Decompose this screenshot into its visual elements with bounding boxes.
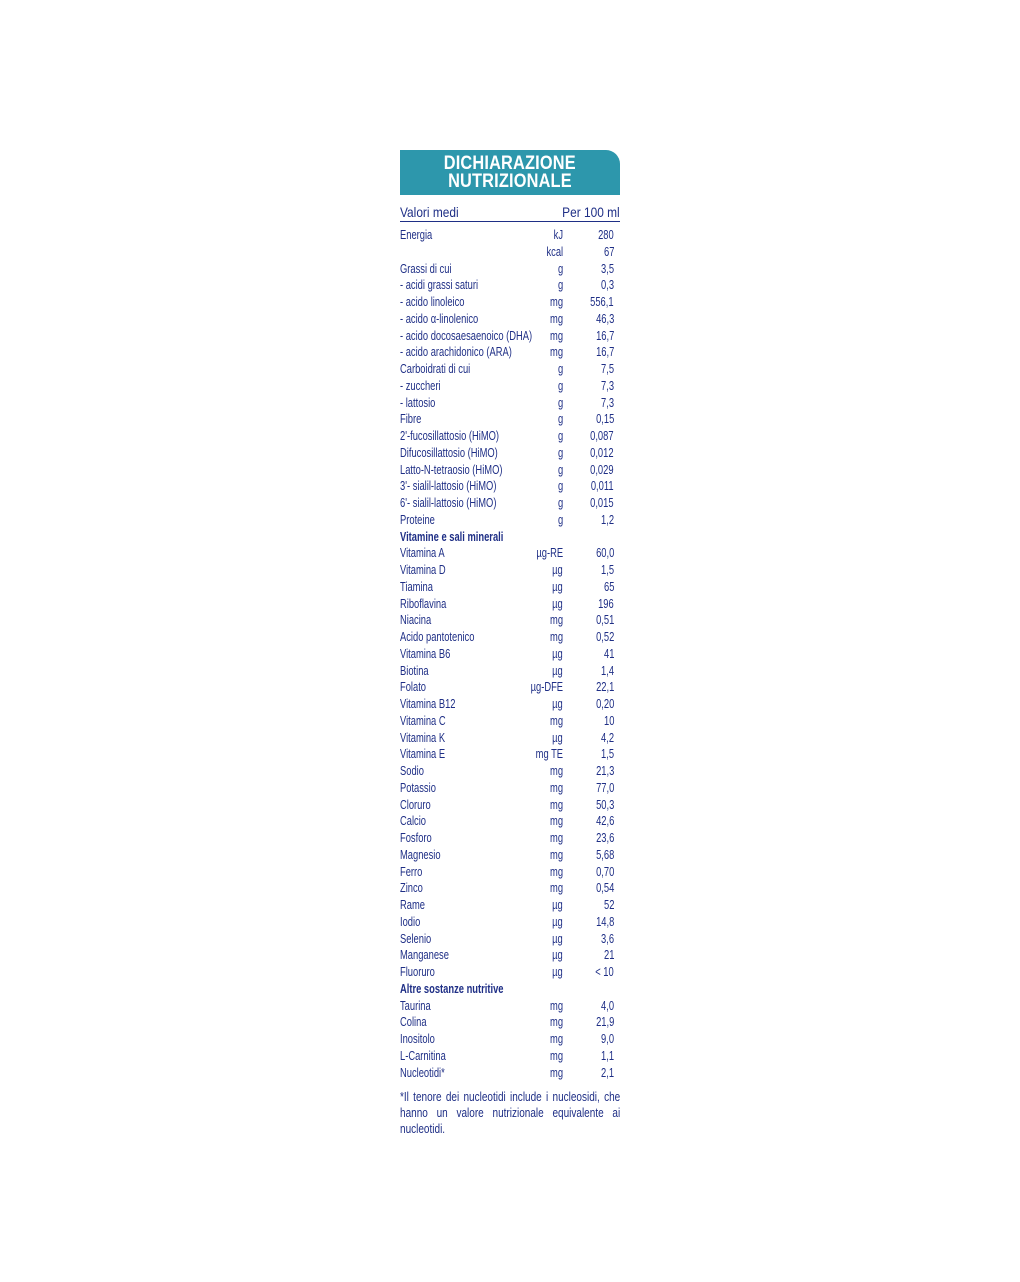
nutrient-value: 22,1 [595,679,614,695]
nutrient-value: 5,68 [595,846,614,862]
nutrient-row [400,646,620,663]
nutrient-value: 1,1 [600,1047,614,1063]
nutrient-unit: g [557,495,563,510]
nutrient-row [400,596,620,613]
nutrient-name: Iodio [400,913,421,929]
nutrient-value: 3,6 [600,930,614,946]
nutrient-unit: mg [549,779,563,795]
nutrient-unit: g [557,444,563,460]
nutrient-name: - acido α-linolenico [400,310,479,326]
nutrient-value: 42,6 [595,813,614,829]
nutrient-row [400,378,620,395]
nutrient-unit: mg [549,310,563,326]
nutrient-unit: µg-DFE [530,679,563,695]
nutrient-value: 21,3 [595,763,614,778]
nutrient-name: Calcio [400,813,427,829]
nutrient-row [400,294,620,311]
nutrient-unit: kJ [553,227,563,242]
nutrient-unit: g [557,478,563,494]
nutrient-unit: mg [549,813,563,829]
nutrient-value: 0,3 [600,277,614,293]
nutrient-row [400,512,620,529]
nutrient-value: 46,3 [595,310,614,326]
nutrient-value: 50,3 [595,796,614,812]
nutrient-value: 16,7 [595,344,614,360]
nutrient-row [400,612,620,629]
nutrient-table [400,227,620,1081]
nutrient-value: 7,3 [600,394,614,410]
nutrient-value: 0,20 [595,696,614,711]
nutrient-name: Vitamine e sali minerali [400,528,504,544]
nutrient-value: 556,1 [590,294,614,309]
nutrient-unit: mg [549,763,563,778]
nutrient-value: 10 [603,712,614,728]
nutrient-row [400,947,620,964]
nutrient-row [400,847,620,864]
nutrient-row [400,1031,620,1048]
nutrient-name: Folato [400,679,427,695]
nutrient-name: Vitamina A [400,545,445,561]
nutrient-name: Taurina [400,997,431,1013]
nutrient-value: 0,087 [590,428,614,443]
nutrient-row [400,462,620,479]
nutrient-unit: µg [552,595,563,611]
nutrient-name: Acido pantotenico [400,629,475,644]
nutrient-row [400,897,620,914]
nutrient-name: Colina [400,1014,427,1030]
nutrient-unit: µg [552,913,563,929]
nutrient-unit: mg TE [535,746,563,762]
nutrient-name: Sodio [400,763,424,778]
nutrient-row [400,311,620,328]
nutrient-unit: g [557,461,563,477]
nutrient-name: - lattosio [400,394,436,410]
nutrient-value: 77,0 [595,779,614,795]
nutrient-unit: µg [552,729,563,745]
nutrient-name: Potassio [400,779,436,795]
nutrient-row [400,1048,620,1065]
section-heading [400,981,620,998]
nutrient-row [400,277,620,294]
nutrient-unit: mg [549,629,563,644]
nutrient-name: Vitamina K [400,729,446,745]
nutrient-value: 7,3 [600,377,614,393]
nutrient-name: 3'- sialil-lattosio (HiMO) [400,478,497,494]
nutrient-value: 0,70 [595,863,614,879]
nutrient-name: Biotina [400,662,429,678]
nutrient-name: Niacina [400,612,432,628]
nutrient-unit: µg [552,578,563,594]
nutrient-name: Fibre [400,411,422,427]
nutrient-value: 21,9 [595,1014,614,1030]
nutrition-panel [400,150,620,1137]
nutrient-value: 0,52 [595,629,614,644]
nutrient-value: 21 [603,947,614,963]
nutrient-row [400,478,620,495]
nutrient-name: Grassi di cui [400,260,452,276]
nutrient-row [400,864,620,881]
nutrient-unit: µg [552,930,563,946]
nutrient-name: - zuccheri [400,377,441,393]
nutrient-value: 23,6 [595,830,614,845]
nutrient-row [400,780,620,797]
nutrient-name: Vitamina E [400,746,446,762]
nutrient-value: 0,54 [595,880,614,896]
nutrient-unit: g [557,377,563,393]
nutrient-row [400,964,620,981]
nutrient-row [400,227,620,244]
nutrient-unit: µg [552,964,563,979]
nutrient-unit: g [557,411,563,427]
nutrient-name: Latto-N-tetraosio (HiMO) [400,461,503,477]
nutrient-value: 0,029 [590,461,614,477]
nutrient-name: - acido linoleico [400,294,465,309]
nutrient-name: Riboflavina [400,595,447,611]
nutrient-row [400,830,620,847]
nutrient-value: 0,012 [590,444,614,460]
nutrient-value: 4,0 [600,997,614,1013]
nutrient-row [400,696,620,713]
nutrient-row [400,445,620,462]
nutrient-name: Fluoruro [400,964,435,979]
nutrient-row [400,679,620,696]
nutrient-value: 280 [598,227,614,242]
nutrient-name: Vitamina B6 [400,645,451,661]
nutrient-row [400,763,620,780]
nutrient-row [400,746,620,763]
nutrient-name: Altre sostanze nutritive [400,980,504,996]
nutrient-unit: mg [549,1014,563,1030]
nutrient-unit: mg [549,712,563,728]
footnote: *Il tenore dei nucleotidi include i nucleosidi, che hanno un valore nutrizionale equivalente ai nucleotidi. [400,1089,621,1137]
nutrient-unit: mg [549,612,563,628]
nutrient-unit: µg-RE [536,545,563,561]
nutrient-row [400,579,620,596]
nutrient-name: - acido docosaesaenoico (DHA) [400,327,533,343]
header-title-line1: DICHIARAZIONE [443,152,577,174]
nutrient-unit: g [557,394,563,410]
nutrient-row [400,411,620,428]
nutrient-value: 16,7 [595,327,614,343]
nutrient-row [400,880,620,897]
nutrient-value: 9,0 [600,1031,614,1046]
panel-header [400,150,620,195]
nutrient-value: 0,015 [590,495,614,510]
nutrient-row [400,395,620,412]
nutrient-value: 4,2 [600,729,614,745]
nutrient-name: Manganese [400,947,449,963]
nutrient-name: Tiamina [400,578,433,594]
nutrient-row [400,562,620,579]
nutrient-value: 0,15 [595,411,614,427]
nutrient-unit: µg [552,562,563,577]
nutrient-row [400,914,620,931]
nutrient-name: Inositolo [400,1031,435,1046]
nutrient-value: 1,5 [600,746,614,762]
nutrient-unit: µg [552,897,563,912]
nutrient-unit: mg [549,1064,563,1080]
nutrient-name: - acidi grassi saturi [400,277,479,293]
nutrient-unit: µg [552,662,563,678]
nutrient-unit: mg [549,830,563,845]
nutrient-row [400,931,620,948]
nutrient-unit: mg [549,1031,563,1046]
nutrient-row [400,730,620,747]
nutrient-name: Nucleotidi* [400,1064,445,1080]
nutrient-name: Rame [400,897,425,912]
nutrient-unit: g [557,260,563,276]
nutrient-value: 65 [603,578,614,594]
nutrient-row [400,663,620,680]
nutrient-value: 2,1 [600,1064,614,1080]
nutrient-unit: mg [549,294,563,309]
nutrient-unit: g [557,361,563,376]
nutrient-unit: g [557,277,563,293]
nutrient-row [400,813,620,830]
nutrient-row [400,495,620,512]
nutrient-value: 41 [603,645,614,661]
nutrient-unit: mg [549,863,563,879]
nutrient-name: Proteine [400,511,435,527]
nutrient-value: 196 [598,595,614,611]
column-header-per-100ml: Per 100 ml [562,204,620,220]
nutrient-name: 6'- sialil-lattosio (HiMO) [400,495,497,510]
nutrient-value: 14,8 [595,913,614,929]
nutrient-row [400,344,620,361]
nutrient-name: Fosforo [400,830,432,845]
nutrient-name: Magnesio [400,846,441,862]
section-heading [400,529,620,546]
nutrient-unit: µg [552,947,563,963]
nutrient-row [400,328,620,345]
nutrient-unit: g [557,428,563,443]
nutrient-value: 67 [603,243,614,259]
nutrient-name: Energia [400,227,433,242]
nutrient-row [400,1065,620,1082]
nutrient-name: - acido arachidonico (ARA) [400,344,512,360]
nutrient-unit: mg [549,880,563,896]
nutrient-unit: mg [549,327,563,343]
nutrient-row [400,244,620,261]
nutrient-value: 60,0 [595,545,614,561]
column-headers [400,195,620,222]
nutrient-row [400,998,620,1015]
nutrient-value: 1,5 [600,562,614,577]
nutrient-unit: mg [549,997,563,1013]
nutrient-unit: mg [549,1047,563,1063]
nutrient-name: Selenio [400,930,432,946]
nutrient-name: Zinco [400,880,423,896]
nutrient-row [400,713,620,730]
nutrient-value: 0,011 [591,478,614,494]
nutrient-name: L-Carnitina [400,1047,446,1063]
nutrient-name: Vitamina B12 [400,696,456,711]
nutrient-name: Ferro [400,863,423,879]
nutrient-value: < 10 [595,964,614,979]
nutrient-row [400,797,620,814]
nutrient-unit: kcal [546,243,563,259]
nutrient-unit: mg [549,846,563,862]
nutrient-row [400,545,620,562]
nutrient-unit: mg [549,344,563,360]
nutrient-row [400,1014,620,1031]
nutrient-name: Difucosillattosio (HiMO) [400,444,498,460]
nutrient-value: 1,2 [600,511,614,527]
nutrient-row [400,361,620,378]
nutrient-name: Cloruro [400,796,431,812]
nutrient-value: 7,5 [600,361,614,376]
nutrient-name: Carboidrati di cui [400,361,471,376]
nutrient-value: 0,51 [595,612,614,628]
nutrient-row [400,629,620,646]
nutrient-value: 3,5 [600,260,614,276]
column-header-values: Valori medi [400,204,459,220]
nutrient-unit: mg [549,796,563,812]
nutrient-row [400,428,620,445]
nutrient-name: Vitamina D [400,562,446,577]
nutrient-row [400,261,620,278]
header-title-line2: NUTRIZIONALE [448,170,572,192]
nutrient-name: Vitamina C [400,712,446,728]
nutrient-unit: µg [552,696,563,711]
nutrient-name: 2'-fucosillattosio (HiMO) [400,428,500,443]
nutrient-unit: µg [552,645,563,661]
nutrient-value: 1,4 [600,662,614,678]
nutrient-value: 52 [603,897,614,912]
nutrient-unit: g [557,511,563,527]
